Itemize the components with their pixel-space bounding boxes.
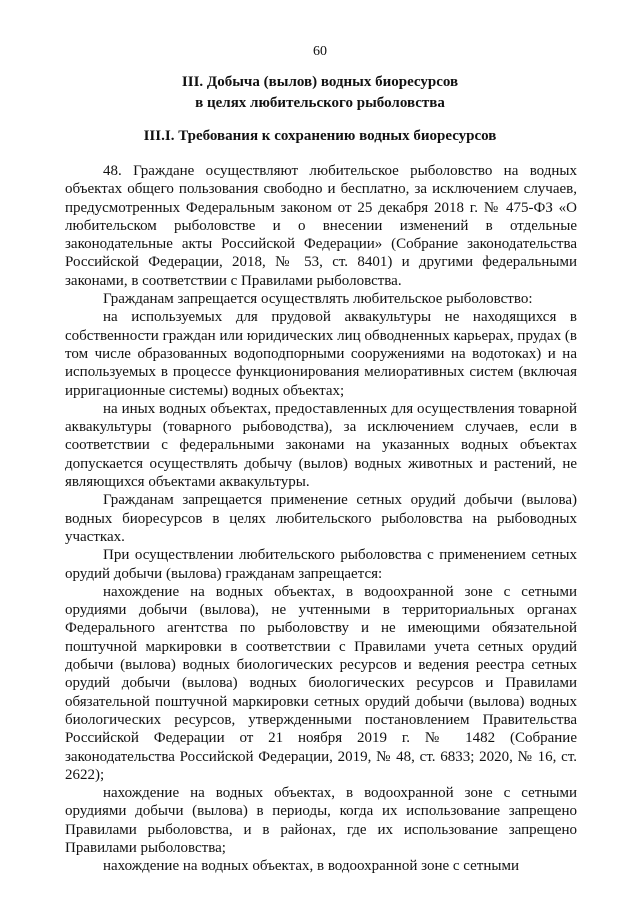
body-text (65, 162, 577, 876)
paragraph-48: 48. Граждане осуществляют любительское рыболовство на водных объектах общего пользования свободно и бесплатно, за исключением случаев, предусмотренных Федеральным законом от 25 декабря 2018 г. № 475-ФЗ «О любительском рыболовстве и о внесении изменений в отдельные законодательные акты Российской Федерации» (Собрание законодательства Российской Федерации, 2018, № 53, ст. 8401) и другими федеральными законами, в соответствии с Правилами рыболовства. (65, 163, 577, 289)
section-title (0, 72, 640, 114)
paragraph-commercial-aquaculture: на иных водных объектах, предоставленных для осуществления товарной аквакультуры (товарного рыбоводства), за исключением случаев, если в соответствии с федеральными законами на указанных водных объектах допускается осуществлять добычу (вылов) водных животных и растений, не являющихся объектами аквакультуры. (65, 400, 577, 491)
paragraph-net-gear-intro: При осуществлении любительского рыболовства с применением сетных орудий добычи (вылова) гражданам запрещается: (65, 547, 577, 582)
page-number: 60 (313, 44, 327, 59)
paragraph-unregistered-gear: нахождение на водных объектах, в водоохранной зоне с сетными орудиями добычи (вылова), не учтенными в территориальных органах Федерального агентства по рыболовству и не имеющими обязательной поштучной маркировки в соответствии с Правилами учета сетных орудий добычи (вылова) водных биологических ресурсов и ведения реестра сетных орудий добычи (вылова) водных биологических ресурсов и Правилами обязательной поштучной маркировки сетных орудий добычи (вылова) водных биологических ресурсов, утвержденными постановлением Правительства Российской Федерации от 21 ноября 2019 г. № 1482 (Собрание законодательства Российской Федерации, 2019, № 48, ст. 6833; 2020, № 16, ст. 2622); (65, 583, 577, 783)
paragraph-prohibited-periods: нахождение на водных объектах, в водоохранной зоне с сетными орудиями добычи (вылова) в периоды, когда их использование запрещено Правилами рыболовства, и в районах, где их использование запрещено Правилами рыболовства; (65, 785, 577, 856)
section-title-line-2: в целях любительского рыболовства (195, 95, 445, 111)
subsection-title (0, 126, 640, 147)
paragraph-prohibition-intro: Гражданам запрещается осуществлять любительское рыболовство: (103, 291, 533, 308)
paragraph-continued: нахождение на водных объектах, в водоохранной зоне с сетными (103, 858, 519, 875)
paragraph-aquaculture-ponds: на используемых для прудовой аквакультуры не находящихся в собственности граждан или юридических лиц обводненных карьерах, прудах (в том числе образованных водоподпорными сооружениями на водотоках) и на используемых в процессе функционирования мелиоративных систем (включая ирригационные системы) водных объектах; (65, 309, 577, 399)
section-title-line-1: III. Добыча (вылов) водных биоресурсов (181, 74, 459, 90)
paragraph-net-gear-fish-farms: Гражданам запрещается применение сетных орудий добычи (вылова) водных биоресурсов в целях любительского рыболовства на рыбоводных участках. (65, 492, 577, 545)
subsection-title-text: III.I. Требования к сохранению водных биоресурсов (143, 128, 497, 144)
